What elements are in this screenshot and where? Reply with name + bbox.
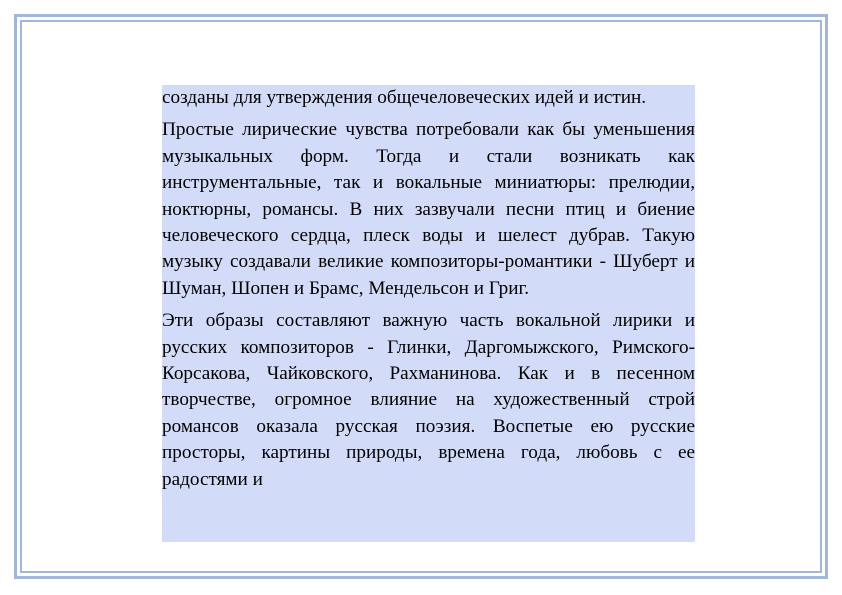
paragraph-1: созданы для утверждения общечеловеческих идей и истин.	[162, 87, 647, 108]
text-block	[162, 85, 695, 542]
paragraph-2: Простые лирические чувства потребовали как бы уменьшения музыкальных форм. Тогда и стали возникать как инструментальные, так и вокальные миниатюры: прелюдии, ноктюрны, романсы. В них зазвучали песни птиц и биение человеческого сердца, плеск воды и шелест дубрав. Такую музыку создавали великие композиторы-романтики - Шуберт и Шуман, Шопен и Брамс, Мендельсон и Григ.	[162, 119, 695, 299]
paragraph-3: Эти образы составляют важную часть вокальной лирики и русских композиторов - Глинки, Даргомыжского, Римского-Корсакова, Чайковского, Рахманинова. Как и в песенном творчестве, огромное влияние на художественный строй романсов оказала русская поэзия. Воспетые ею русские просторы, картины природы, времена года, любовь с ее радостями и	[162, 310, 695, 490]
